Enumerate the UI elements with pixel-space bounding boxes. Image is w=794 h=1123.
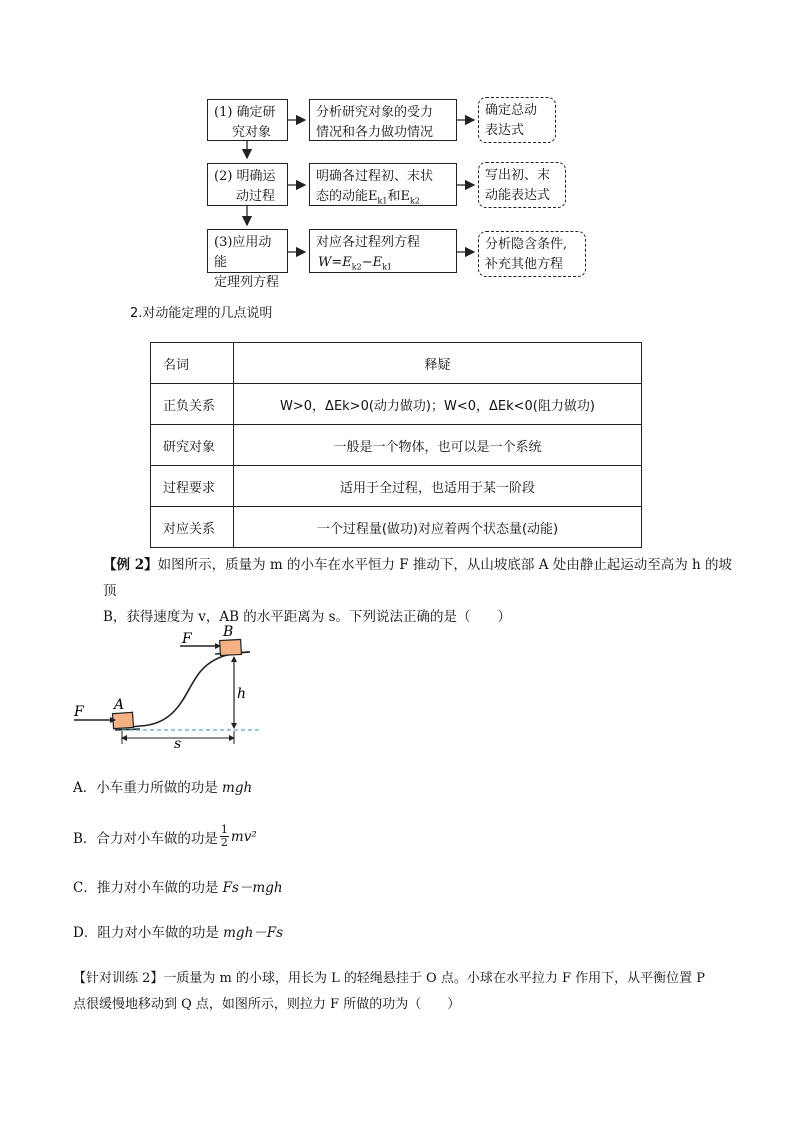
flow-step3-result-box xyxy=(478,231,586,277)
table-cell-explanation: 一般是一个物体，也可以是一个系统 xyxy=(234,425,642,466)
flow-step3-detail-box xyxy=(309,229,457,273)
height-arrowhead-bottom xyxy=(231,723,237,729)
option-a-text: 小车重力所做的功是 xyxy=(96,780,223,796)
flow-step2-line1: (2) 明确运 xyxy=(214,169,276,184)
option-a-math: mgh xyxy=(222,780,253,796)
flow-step3-sub1: k2 xyxy=(351,262,362,272)
table-header-row xyxy=(151,343,642,384)
example2-line1 xyxy=(103,552,743,604)
flow-step2-result-line1: 写出初、末 xyxy=(485,168,551,183)
training2-label: 【针对训练 2】 xyxy=(73,971,164,986)
option-d-math: mgh－Fs xyxy=(223,925,284,941)
flow-step3-sub2: k1 xyxy=(382,262,393,272)
table-row xyxy=(151,425,642,466)
option-b-fraction xyxy=(220,824,229,849)
option-b-frac-num: 1 xyxy=(220,823,228,836)
flow-step2-line2: 动过程 xyxy=(236,189,276,204)
option-b-frac-den: 2 xyxy=(220,836,228,849)
flow-step2-detail-line1: 明确各过程初、末状 xyxy=(316,169,434,184)
flow-step3-eq: W=E xyxy=(318,255,352,270)
option-a[interactable] xyxy=(73,776,252,796)
table-cell-explanation: W>0，ΔEk>0(动力做功)；W<0，ΔEk<0(阻力做功) xyxy=(234,384,642,425)
label-f-top: F xyxy=(182,631,192,647)
label-s: s xyxy=(174,736,182,750)
example2-line2: B，获得速度为 v，AB 的水平距离为 s。下列说法正确的是（ ） xyxy=(103,609,512,625)
option-d-letter: D． xyxy=(73,925,98,941)
table-row xyxy=(151,384,642,425)
example2-text1: 如图所示，质量为 m 的小车在水平恒力 F 推动下，从山坡底部 A 处由静止起运动至高为 h 的坡顶 xyxy=(103,557,733,599)
table-row xyxy=(151,466,642,507)
flow-step3-minus: −E xyxy=(361,255,383,270)
flow-step1-detail-line1: 分析研究对象的受力 xyxy=(316,105,434,120)
flow-step1-line1: (1) 确定研 xyxy=(214,105,276,120)
explanation-table xyxy=(150,342,642,548)
section2-title: 2.对动能定理的几点说明 xyxy=(130,306,273,321)
flow-step1-detail-box xyxy=(309,99,457,141)
cart-b xyxy=(220,639,242,655)
flow-step3-line2: 定理列方程 xyxy=(214,275,280,290)
flow-step1-result-line2: 表达式 xyxy=(485,123,525,138)
label-b: B xyxy=(223,624,234,640)
slope-curve xyxy=(120,652,250,728)
flow-step3-result-line1: 分析隐含条件, xyxy=(485,237,568,252)
example2-label: 【例 2】 xyxy=(103,557,158,573)
flow-step2-result-box xyxy=(478,162,566,208)
option-c-letter: C． xyxy=(73,880,97,896)
flow-step1-result-line1: 确定总动 xyxy=(485,103,538,118)
training2-text1: 一质量为 m 的小球，用长为 L 的轻绳悬挂于 O 点。小球在水平拉力 F 作用下，从平衡位置 P xyxy=(163,971,705,986)
flow-step1-box xyxy=(207,99,288,141)
cart-a xyxy=(113,712,134,728)
flow-step1-line2: 究对象 xyxy=(232,125,272,140)
flow-step1-detail-line2: 情况和各力做功情况 xyxy=(316,125,434,140)
option-c[interactable] xyxy=(73,876,283,896)
flow-step3-line1: (3)应用动能 xyxy=(214,235,272,270)
flow-step3-result-line2: 补充其他方程 xyxy=(485,257,564,272)
training2-line1 xyxy=(73,966,753,992)
flow-step2-detail-box xyxy=(309,163,457,206)
table-cell-term: 正负关系 xyxy=(151,384,234,425)
option-d[interactable] xyxy=(73,921,283,941)
flow-step3-detail-line2 xyxy=(316,253,450,278)
table-header-term: 名词 xyxy=(151,343,234,384)
table-cell-explanation: 适用于全过程，也适用于某一阶段 xyxy=(234,466,642,507)
option-b-letter: B． xyxy=(73,830,97,847)
table-cell-explanation: 一个过程量(做功)对应着两个状态量(动能) xyxy=(234,507,642,548)
training2-line2: 点很缓慢地移动到 Q 点，如图所示，则拉力 F 所做的功为（ ） xyxy=(73,997,461,1012)
flow-step2-result-line2: 动能表达式 xyxy=(485,188,551,203)
flow-step3-box xyxy=(207,229,288,290)
option-d-text: 阻力对小车做的功是 xyxy=(97,925,224,941)
training2-paragraph xyxy=(73,966,753,1018)
flow-step2-detail-line2 xyxy=(316,187,450,212)
flow-step2-detail-text: 态的动能E xyxy=(316,189,378,204)
option-a-letter: A． xyxy=(73,780,97,796)
option-c-text: 推力对小车做的功是 xyxy=(96,880,223,896)
table-cell-term: 研究对象 xyxy=(151,425,234,466)
table-cell-term: 对应关系 xyxy=(151,507,234,548)
label-h: h xyxy=(237,686,247,702)
flow-step3-detail-line1: 对应各过程列方程 xyxy=(316,235,421,250)
label-f-bottom: F xyxy=(74,704,84,720)
height-arrowhead-top xyxy=(231,656,237,662)
flow-step2-box xyxy=(207,163,288,206)
option-c-math: Fs－mgh xyxy=(222,880,283,896)
table-row xyxy=(151,507,642,548)
flow-step2-and: 和E xyxy=(387,189,410,204)
option-b-math: mv² xyxy=(230,828,257,845)
table-header-explanation: 释疑 xyxy=(234,343,642,384)
slope-diagram xyxy=(70,620,270,750)
example2-paragraph xyxy=(103,552,743,630)
option-b[interactable] xyxy=(73,824,257,849)
label-a: A xyxy=(114,697,125,713)
option-b-text: 合力对小车做的功是 xyxy=(96,830,218,847)
table-cell-term: 过程要求 xyxy=(151,466,234,507)
flow-step2-sub1: k1 xyxy=(377,196,388,206)
flow-step1-result-box xyxy=(478,97,556,143)
flow-step2-sub2: k2 xyxy=(409,196,420,206)
